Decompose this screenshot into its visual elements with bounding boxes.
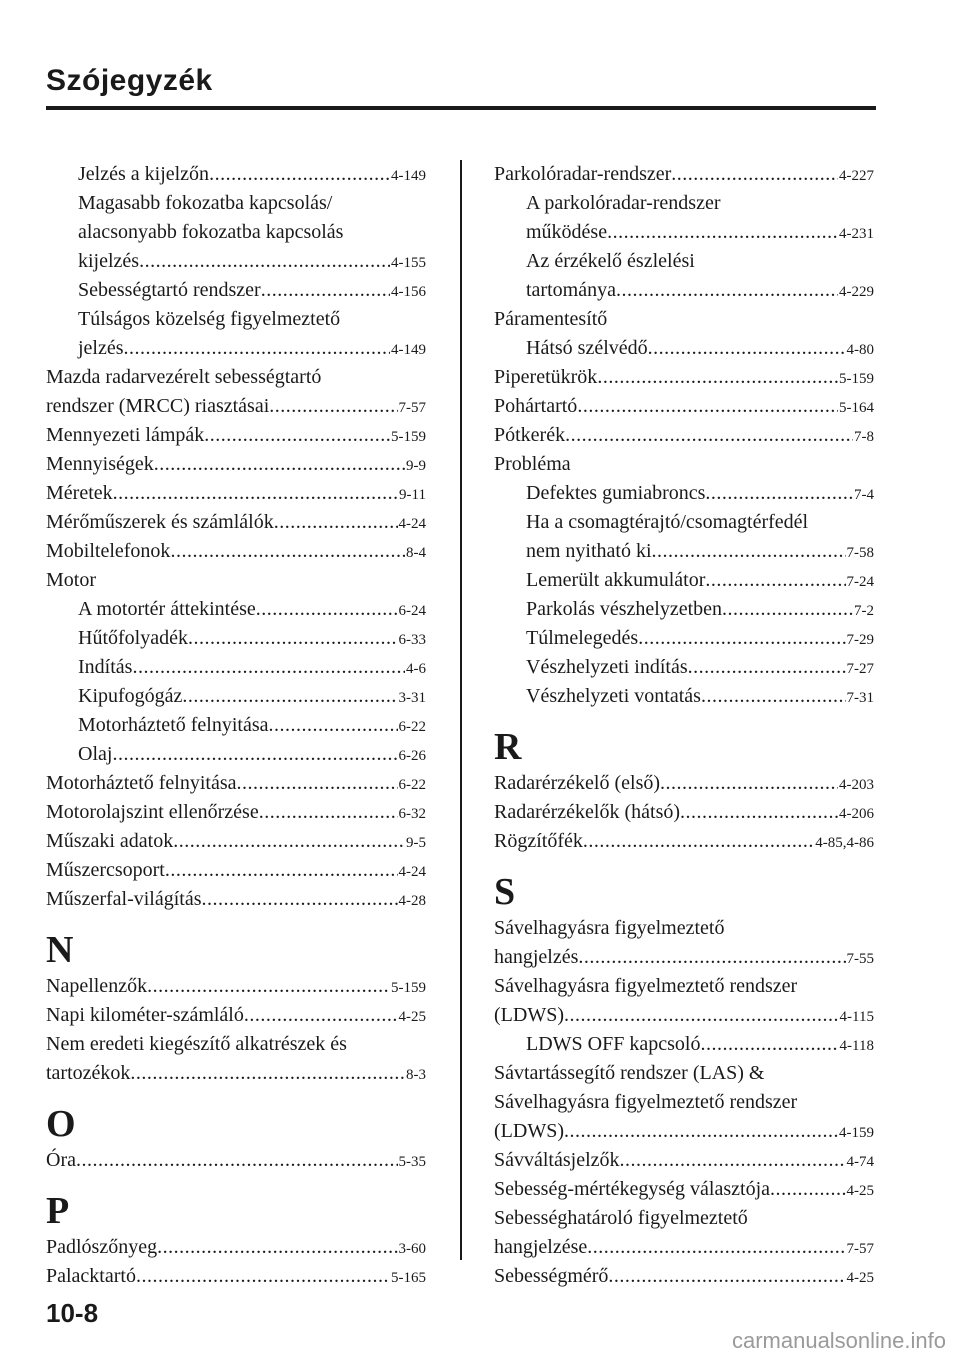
entry-page-ref: 4-28 bbox=[398, 893, 426, 909]
entry-page-ref: 4-118 bbox=[839, 1038, 874, 1054]
index-entry bbox=[46, 276, 426, 305]
entry-term: Radarérzékelők (hátsó) bbox=[494, 801, 681, 823]
index-entry bbox=[46, 653, 426, 682]
column-divider bbox=[460, 160, 462, 1260]
index-entry bbox=[46, 885, 426, 914]
dot-leader bbox=[648, 334, 846, 363]
index-entry bbox=[46, 247, 426, 276]
index-heading: Túlságos közelség figyelmeztető bbox=[78, 308, 341, 330]
dot-leader bbox=[705, 566, 845, 595]
entry-term: Napellenzők bbox=[46, 975, 148, 997]
entry-term: Műszercsoport bbox=[46, 859, 165, 881]
dot-leader bbox=[607, 218, 838, 247]
index-entry bbox=[494, 943, 874, 972]
index-entry bbox=[46, 392, 426, 421]
entry-page-ref: 7-55 bbox=[846, 951, 874, 967]
entry-term: Vészhelyzeti vontatás bbox=[526, 685, 701, 707]
index-heading: Nem eredeti kiegészítő alkatrészek és bbox=[46, 1033, 347, 1055]
entry-term: Jelzés a kijelzőn bbox=[78, 163, 210, 185]
entry-term: tartozékok bbox=[46, 1062, 131, 1084]
dot-leader bbox=[182, 682, 397, 711]
index-column-left bbox=[46, 160, 426, 1291]
entry-page-ref: 7-24 bbox=[846, 574, 874, 590]
entry-page-ref: 3-31 bbox=[398, 690, 426, 706]
entry-term: Műszaki adatok bbox=[46, 830, 174, 852]
entry-page-ref: 8-3 bbox=[406, 1067, 426, 1083]
entry-term: Pótkerék bbox=[494, 424, 566, 446]
entry-page-ref: 4-149 bbox=[391, 342, 426, 358]
entry-page-ref: 7-27 bbox=[846, 661, 874, 677]
dot-leader bbox=[597, 363, 838, 392]
index-heading: Motor bbox=[46, 569, 96, 591]
dot-leader bbox=[269, 711, 398, 740]
index-entry bbox=[494, 537, 874, 566]
section-letter: N bbox=[46, 929, 74, 971]
entry-term: Radarérzékelő (első) bbox=[494, 772, 661, 794]
entry-page-ref: 4-24 bbox=[398, 864, 426, 880]
entry-term: Sebességmérő bbox=[494, 1265, 609, 1287]
entry-page-ref: 4-155 bbox=[391, 255, 426, 271]
dot-leader bbox=[261, 276, 390, 305]
index-entry bbox=[46, 1146, 426, 1175]
entry-term: Parkolás vészhelyzetben bbox=[526, 598, 723, 620]
dot-leader bbox=[132, 653, 405, 682]
index-heading: Sebességhatároló figyelmeztető bbox=[494, 1207, 748, 1229]
dot-leader bbox=[139, 247, 390, 276]
index-entry bbox=[46, 711, 426, 740]
entry-page-ref: 7-8 bbox=[854, 429, 874, 445]
section-letter: R bbox=[494, 726, 522, 768]
entry-term: LDWS OFF kapcsoló bbox=[526, 1033, 701, 1055]
index-entry bbox=[494, 218, 874, 247]
dot-leader bbox=[165, 856, 398, 885]
entry-page-ref: 5-164 bbox=[839, 400, 874, 416]
entry-page-ref: 5-165 bbox=[391, 1270, 426, 1286]
dot-leader bbox=[256, 595, 398, 624]
entry-term: Túlmelegedés bbox=[526, 627, 639, 649]
dot-leader bbox=[660, 769, 838, 798]
entry-page-ref: 6-22 bbox=[398, 777, 426, 793]
dot-leader bbox=[154, 450, 405, 479]
entry-page-ref: 4-80 bbox=[846, 342, 874, 358]
index-column-right bbox=[494, 160, 874, 1291]
entry-page-ref: 5-35 bbox=[398, 1154, 426, 1170]
dot-leader bbox=[701, 682, 846, 711]
index-entry bbox=[46, 740, 426, 769]
dot-leader bbox=[616, 276, 838, 305]
entry-term: Méretek bbox=[46, 482, 113, 504]
entry-term: Mobiltelefonok bbox=[46, 540, 171, 562]
entry-page-ref: 7-57 bbox=[846, 1241, 874, 1257]
dot-leader bbox=[259, 798, 398, 827]
index-entry bbox=[494, 1001, 874, 1030]
entry-page-ref: 4-25 bbox=[398, 1009, 426, 1025]
entry-term: tartománya bbox=[526, 279, 616, 301]
entry-page-ref: 4-24 bbox=[398, 516, 426, 532]
entry-page-ref: 4-149 bbox=[391, 168, 426, 184]
entry-page-ref: 8-4 bbox=[406, 545, 426, 561]
dot-leader bbox=[157, 1233, 397, 1262]
entry-page-ref: 6-22 bbox=[398, 719, 426, 735]
index-entry bbox=[46, 160, 426, 189]
entry-page-ref: 7-58 bbox=[846, 545, 874, 561]
dot-leader bbox=[173, 827, 405, 856]
entry-term: Pohártartó bbox=[494, 395, 578, 417]
entry-page-ref: 6-24 bbox=[398, 603, 426, 619]
index-entry bbox=[46, 972, 426, 1001]
dot-leader bbox=[587, 1233, 845, 1262]
index-heading: Páramentesítő bbox=[494, 308, 608, 330]
header-divider bbox=[46, 106, 876, 110]
dot-leader bbox=[671, 160, 838, 189]
index-entry bbox=[494, 1117, 874, 1146]
index-entry bbox=[46, 624, 426, 653]
entry-term: Hátsó szélvédő bbox=[526, 337, 648, 359]
page-title: Szójegyzék bbox=[46, 64, 213, 97]
page-number: 10-8 bbox=[46, 1298, 99, 1328]
entry-term: Piperetükrök bbox=[494, 366, 598, 388]
dot-leader bbox=[722, 595, 853, 624]
dot-leader bbox=[170, 537, 405, 566]
dot-leader bbox=[136, 1262, 390, 1291]
index-heading: Probléma bbox=[494, 453, 571, 475]
dot-leader bbox=[237, 769, 398, 798]
index-entry bbox=[46, 595, 426, 624]
entry-term: Olaj bbox=[78, 743, 113, 765]
entry-term: Mennyezeti lámpák bbox=[46, 424, 205, 446]
index-entry bbox=[46, 856, 426, 885]
entry-term: Kipufogógáz bbox=[78, 685, 183, 707]
entry-term: jelzés bbox=[78, 337, 124, 359]
entry-term: Hűtőfolyadék bbox=[78, 627, 188, 649]
index-entry bbox=[46, 334, 426, 363]
index-heading: A parkolóradar-rendszer bbox=[526, 192, 721, 214]
entry-page-ref: 7-4 bbox=[854, 487, 874, 503]
dot-leader bbox=[204, 421, 390, 450]
entry-page-ref: 9-9 bbox=[406, 458, 426, 474]
entry-term: Rögzítőfék bbox=[494, 830, 583, 852]
dot-leader bbox=[583, 827, 814, 856]
index-entry bbox=[494, 1175, 874, 1204]
dot-leader bbox=[564, 1117, 838, 1146]
dot-leader bbox=[608, 1262, 845, 1291]
index-heading: Magasabb fokozatba kapcsolás/ bbox=[78, 192, 333, 214]
entry-term: A motortér áttekintése bbox=[78, 598, 256, 620]
index-entry bbox=[46, 1001, 426, 1030]
index-entry bbox=[494, 479, 874, 508]
dot-leader bbox=[770, 1175, 845, 1204]
index-entry bbox=[46, 1233, 426, 1262]
dot-leader bbox=[124, 334, 390, 363]
entry-term: hangjelzése bbox=[494, 1236, 588, 1258]
entry-page-ref: 5-159 bbox=[839, 371, 874, 387]
dot-leader bbox=[620, 1146, 846, 1175]
entry-page-ref: 7-57 bbox=[398, 400, 426, 416]
entry-page-ref: 5-159 bbox=[391, 980, 426, 996]
entry-page-ref: 4-206 bbox=[839, 806, 874, 822]
entry-page-ref: 6-33 bbox=[398, 632, 426, 648]
index-entry bbox=[494, 1233, 874, 1262]
index-entry bbox=[494, 421, 874, 450]
index-entry bbox=[46, 508, 426, 537]
entry-page-ref: 5-159 bbox=[391, 429, 426, 445]
index-entry bbox=[46, 682, 426, 711]
dot-leader bbox=[577, 392, 838, 421]
entry-term: Mennyiségek bbox=[46, 453, 154, 475]
index-entry bbox=[494, 1030, 874, 1059]
index-entry bbox=[494, 392, 874, 421]
entry-page-ref: 7-31 bbox=[846, 690, 874, 706]
index-entry bbox=[46, 421, 426, 450]
dot-leader bbox=[202, 885, 398, 914]
entry-page-ref: 6-32 bbox=[398, 806, 426, 822]
entry-term: működése bbox=[526, 221, 608, 243]
dot-leader bbox=[578, 943, 845, 972]
entry-page-ref: 3-60 bbox=[398, 1241, 426, 1257]
index-entry bbox=[494, 276, 874, 305]
section-letter: S bbox=[494, 871, 516, 913]
entry-term: Palacktartó bbox=[46, 1265, 136, 1287]
entry-term: Óra bbox=[46, 1149, 76, 1171]
dot-leader bbox=[638, 624, 845, 653]
dot-leader bbox=[188, 624, 398, 653]
entry-term: Indítás bbox=[78, 656, 133, 678]
index-heading: Az érzékelő észlelési bbox=[526, 250, 695, 272]
dot-leader bbox=[112, 740, 397, 769]
entry-page-ref: 4-229 bbox=[839, 284, 874, 300]
dot-leader bbox=[147, 972, 390, 1001]
dot-leader bbox=[274, 508, 398, 537]
index-entry bbox=[494, 566, 874, 595]
entry-page-ref: 4-231 bbox=[839, 226, 874, 242]
entry-term: (LDWS) bbox=[494, 1120, 564, 1142]
entry-term: hangjelzés bbox=[494, 946, 579, 968]
entry-page-ref: 4-203 bbox=[839, 777, 874, 793]
entry-term: kijelzés bbox=[78, 250, 140, 272]
dot-leader bbox=[652, 537, 846, 566]
entry-term: Motorháztető felnyitása bbox=[78, 714, 269, 736]
entry-term: nem nyitható ki bbox=[526, 540, 652, 562]
index-entry bbox=[494, 624, 874, 653]
watermark: carmanualsonline.info bbox=[731, 1328, 946, 1353]
dot-leader bbox=[130, 1059, 405, 1088]
entry-page-ref: 4-156 bbox=[391, 284, 426, 300]
entry-page-ref: 7-29 bbox=[846, 632, 874, 648]
index-entry bbox=[46, 769, 426, 798]
index-heading: Sávtartássegítő rendszer (LAS) & bbox=[494, 1062, 765, 1084]
index-heading: Sávelhagyásra figyelmeztető rendszer bbox=[494, 975, 798, 997]
entry-term: Sávváltásjelzők bbox=[494, 1149, 620, 1171]
dot-leader bbox=[565, 421, 853, 450]
entry-page-ref: 4-25 bbox=[846, 1270, 874, 1286]
dot-leader bbox=[76, 1146, 398, 1175]
entry-page-ref: 4-85,4-86 bbox=[815, 835, 874, 851]
entry-term: Motorháztető felnyitása bbox=[46, 772, 237, 794]
dot-leader bbox=[244, 1001, 398, 1030]
index-entry bbox=[494, 827, 874, 856]
entry-page-ref: 6-26 bbox=[398, 748, 426, 764]
dot-leader bbox=[705, 479, 853, 508]
entry-page-ref: 4-25 bbox=[846, 1183, 874, 1199]
index-entry bbox=[494, 334, 874, 363]
section-letter: P bbox=[46, 1190, 70, 1232]
entry-term: Padlószőnyeg bbox=[46, 1236, 158, 1258]
entry-page-ref: 4-227 bbox=[839, 168, 874, 184]
index-entry bbox=[494, 682, 874, 711]
entry-term: Parkolóradar-rendszer bbox=[494, 163, 672, 185]
index-entry bbox=[46, 450, 426, 479]
entry-page-ref: 4-159 bbox=[839, 1125, 874, 1141]
index-entry bbox=[494, 798, 874, 827]
entry-term: Defektes gumiabroncs bbox=[526, 482, 706, 504]
section-letter: O bbox=[46, 1103, 76, 1145]
index-entry bbox=[46, 537, 426, 566]
dot-leader bbox=[700, 1030, 838, 1059]
entry-term: Lemerült akkumulátor bbox=[526, 569, 706, 591]
entry-term: Mérőműszerek és számlálók bbox=[46, 511, 274, 533]
entry-page-ref: 4-6 bbox=[406, 661, 426, 677]
entry-page-ref: 9-11 bbox=[399, 487, 426, 503]
dot-leader bbox=[269, 392, 397, 421]
entry-term: Sebesség-mértékegység választója bbox=[494, 1178, 771, 1200]
index-heading: Ha a csomagtérajtó/csomagtérfedél bbox=[526, 511, 809, 533]
index-entry bbox=[46, 798, 426, 827]
entry-term: Sebességtartó rendszer bbox=[78, 279, 261, 301]
entry-term: Műszerfal-világítás bbox=[46, 888, 202, 910]
entry-page-ref: 9-5 bbox=[406, 835, 426, 851]
index-heading: alacsonyabb fokozatba kapcsolás bbox=[78, 221, 344, 243]
index-entry bbox=[494, 1262, 874, 1291]
entry-term: (LDWS) bbox=[494, 1004, 564, 1026]
entry-page-ref: 7-2 bbox=[854, 603, 874, 619]
entry-term: Motorolajszint ellenőrzése bbox=[46, 801, 259, 823]
dot-leader bbox=[209, 160, 390, 189]
index-heading: Mazda radarvezérelt sebességtartó bbox=[46, 366, 322, 388]
index-heading: Sávelhagyásra figyelmeztető rendszer bbox=[494, 1091, 798, 1113]
index-entry bbox=[494, 595, 874, 624]
dot-leader bbox=[564, 1001, 839, 1030]
index-entry bbox=[494, 653, 874, 682]
index-entry bbox=[46, 827, 426, 856]
entry-term: Napi kilométer-számláló bbox=[46, 1004, 244, 1026]
index-heading: Sávelhagyásra figyelmeztető bbox=[494, 917, 725, 939]
entry-term: rendszer (MRCC) riasztásai bbox=[46, 395, 270, 417]
entry-page-ref: 4-74 bbox=[846, 1154, 874, 1170]
dot-leader bbox=[113, 479, 398, 508]
index-entry bbox=[494, 1146, 874, 1175]
index-entry bbox=[46, 1059, 426, 1088]
dot-leader bbox=[680, 798, 838, 827]
entry-term: Vészhelyzeti indítás bbox=[526, 656, 688, 678]
index-entry bbox=[494, 769, 874, 798]
entry-page-ref: 4-115 bbox=[839, 1009, 874, 1025]
dot-leader bbox=[688, 653, 846, 682]
index-entry bbox=[494, 363, 874, 392]
index-entry bbox=[494, 160, 874, 189]
index-entry bbox=[46, 1262, 426, 1291]
index-entry bbox=[46, 479, 426, 508]
